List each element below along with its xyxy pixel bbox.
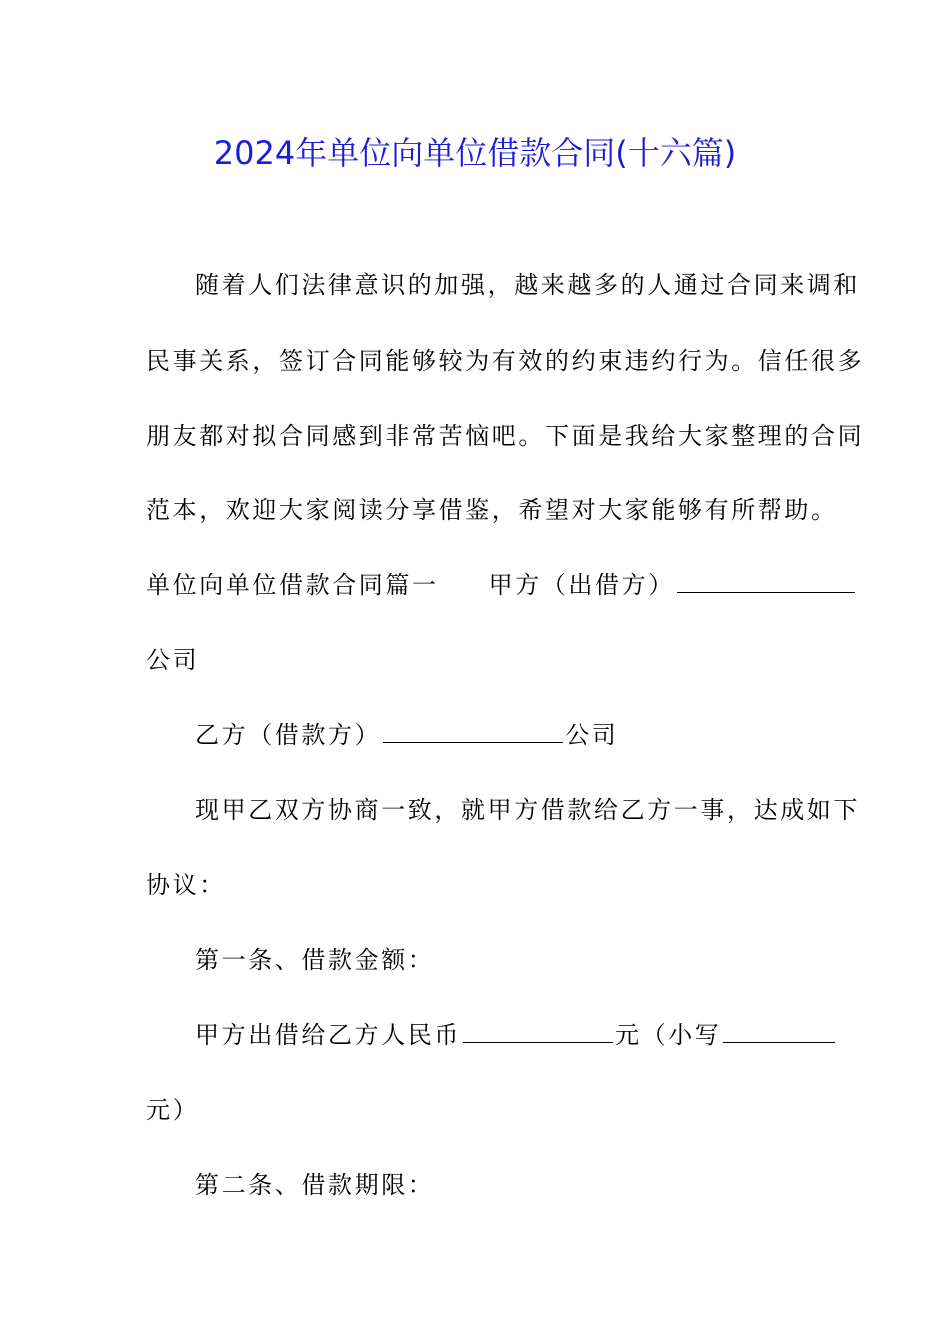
party-b-label: 乙方（借款方） bbox=[195, 721, 382, 749]
article1-heading: 第一条、借款金额： bbox=[195, 946, 435, 974]
document-title: 2024年单位向单位借款合同(十六篇) bbox=[213, 134, 737, 172]
agreement-line-1: 现甲乙双方协商一致，就甲方借款给乙方一事，达成如下 bbox=[195, 796, 860, 824]
party-b-blank bbox=[383, 716, 563, 743]
intro-line-4: 范本，欢迎大家阅读分享借鉴，希望对大家能够有所帮助。 bbox=[146, 496, 838, 524]
amount-blank bbox=[463, 1016, 613, 1043]
party-a-label: 甲方（出借方） bbox=[488, 571, 675, 599]
party-b-suffix: 公司 bbox=[565, 721, 619, 749]
article1-line bbox=[195, 1015, 806, 1055]
article1-text-c: 元） bbox=[146, 1096, 200, 1124]
party-a-suffix: 公司 bbox=[146, 646, 200, 674]
party-a-blank bbox=[677, 566, 855, 593]
section-heading: 单位向单位借款合同篇一 bbox=[146, 571, 439, 599]
party-b-line bbox=[195, 715, 806, 755]
article1-text-a: 甲方出借给乙方人民币 bbox=[195, 1021, 461, 1049]
intro-line-2: 民事关系，签订合同能够较为有效的约束违约行为。信任很多 bbox=[146, 347, 865, 375]
intro-line-1: 随着人们法律意识的加强，越来越多的人通过合同来调和 bbox=[195, 271, 860, 299]
intro-line-3: 朋友都对拟合同感到非常苦恼吧。下面是我给大家整理的合同 bbox=[146, 422, 865, 450]
article1-text-b: 元（小写 bbox=[615, 1021, 722, 1049]
amount-small-blank bbox=[723, 1016, 835, 1043]
agreement-line-2: 协议： bbox=[146, 871, 226, 899]
article2-heading: 第二条、借款期限： bbox=[195, 1171, 435, 1199]
section-heading-line bbox=[146, 565, 806, 605]
